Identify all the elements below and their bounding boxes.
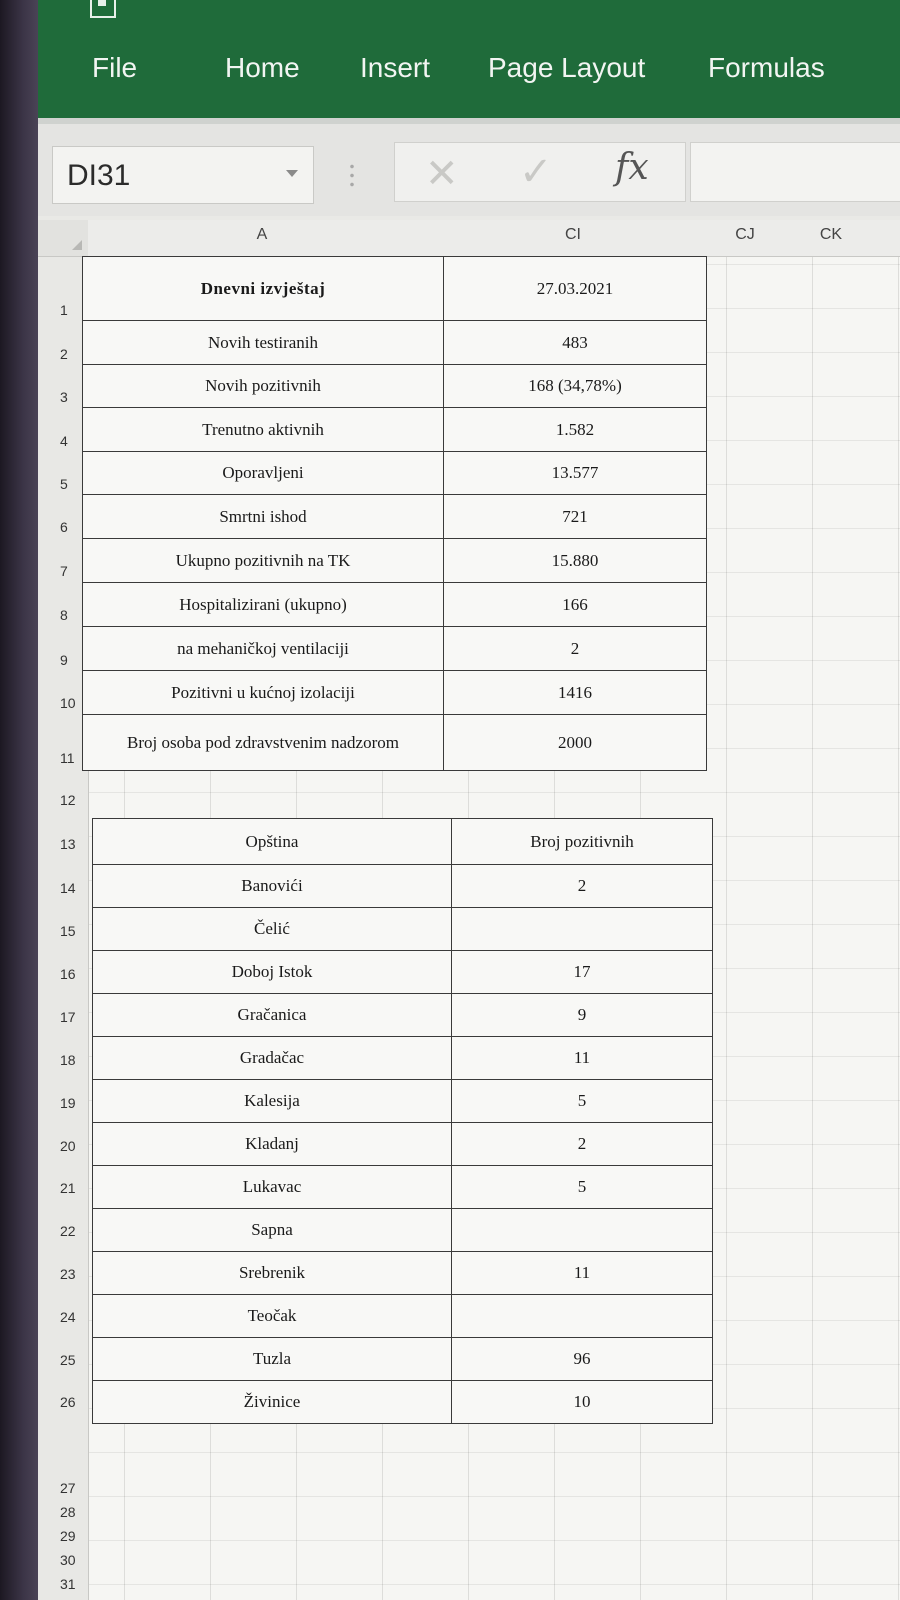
cell[interactable]: 2000 [444,715,707,771]
row-header[interactable]: 18 [60,1052,76,1068]
column-header-cell[interactable]: Opština [93,819,452,865]
tab-page-layout[interactable]: Page Layout [488,52,646,83]
table-row [83,365,707,408]
cell[interactable]: Srebrenik [93,1252,452,1295]
cell[interactable]: 5 [452,1080,713,1123]
cell[interactable]: Lukavac [93,1166,452,1209]
cell[interactable]: 96 [452,1338,713,1381]
table-row [93,1166,713,1209]
table-row [83,452,707,495]
cell[interactable]: 483 [444,321,707,365]
column-header-a[interactable]: A [256,226,268,243]
cell[interactable]: 13.577 [444,452,707,495]
select-all-button[interactable] [38,220,88,256]
excel-window [38,0,900,1600]
table-row [83,671,707,715]
cell[interactable]: Kladanj [93,1123,452,1166]
row-header[interactable]: 24 [60,1309,76,1325]
table-row [93,1209,713,1252]
formula-buttons [394,142,686,202]
cell[interactable] [452,908,713,951]
cell[interactable]: 168 (34,78%) [444,365,707,408]
daily-report-table [82,256,707,771]
table-row [93,1080,713,1123]
cell[interactable]: Teočak [93,1295,452,1338]
table-row [83,539,707,583]
cell[interactable]: Broj osoba pod zdravstvenim nadzorom [83,715,444,771]
cell[interactable]: 11 [452,1037,713,1080]
cell[interactable]: Gradačac [93,1037,452,1080]
row-header[interactable]: 21 [60,1180,76,1196]
tab-formulas[interactable]: Formulas [708,52,825,83]
row-header[interactable]: 6 [60,519,68,535]
column-header-ci[interactable]: CI [565,226,581,243]
cell[interactable]: Hospitalizirani (ukupno) [83,583,444,627]
cell[interactable]: Smrtni ishod [83,495,444,539]
cell[interactable]: Čelić [93,908,452,951]
cell[interactable]: 2 [444,627,707,671]
cell[interactable]: Živinice [93,1381,452,1424]
cell[interactable]: Tuzla [93,1338,452,1381]
table-row [93,1123,713,1166]
row-header[interactable]: 4 [60,433,68,449]
table-row [93,1381,713,1424]
table-row [93,994,713,1037]
row-header[interactable]: 11 [60,750,75,766]
row-header[interactable]: 15 [60,923,76,939]
cell[interactable]: 15.880 [444,539,707,583]
row-header[interactable]: 26 [60,1394,76,1410]
cell[interactable]: na mehaničkoj ventilaciji [83,627,444,671]
cell[interactable]: Ukupno pozitivnih na TK [83,539,444,583]
cell[interactable]: Trenutno aktivnih [83,408,444,452]
table-row [83,583,707,627]
row-header[interactable]: 14 [60,880,76,896]
row-header[interactable]: 23 [60,1266,76,1282]
row-header[interactable]: 19 [60,1095,76,1111]
row-header[interactable]: 12 [60,792,76,808]
cell[interactable]: Novih testiranih [83,321,444,365]
cell[interactable]: 5 [452,1166,713,1209]
row-header[interactable]: 8 [60,607,68,623]
table-row [93,1037,713,1080]
table-row [93,951,713,994]
municipality-table [92,818,713,1424]
cell[interactable]: 166 [444,583,707,627]
cell[interactable]: Banovići [93,865,452,908]
cell[interactable]: 2 [452,865,713,908]
cancel-icon[interactable]: ✕ [425,152,459,196]
enter-check-icon[interactable]: ✓ [519,150,553,194]
table-row [83,408,707,452]
column-header-cj[interactable]: CJ [735,226,755,243]
name-box[interactable]: DI31 [52,146,314,204]
table-row [83,495,707,539]
table-row [83,321,707,365]
insert-function-button[interactable]: fx [615,147,649,188]
row-header[interactable]: 2 [60,346,68,362]
column-headers [38,220,900,257]
row-header[interactable]: 27 [60,1480,76,1496]
cell[interactable]: 17 [452,951,713,994]
table-row [83,627,707,671]
cell[interactable]: Gračanica [93,994,452,1037]
cell[interactable]: 11 [452,1252,713,1295]
row-header[interactable]: 22 [60,1223,76,1239]
table-header-row [93,819,713,865]
row-header[interactable]: 1 [60,302,68,318]
row-header[interactable]: 20 [60,1138,76,1154]
cell[interactable]: 9 [452,994,713,1037]
table-row [93,1338,713,1381]
cell[interactable]: Kalesija [93,1080,452,1123]
formula-input[interactable] [690,142,900,202]
row-header[interactable]: 9 [60,652,68,668]
row-header[interactable]: 10 [60,695,76,711]
row-header[interactable]: 29 [60,1528,76,1544]
tab-file[interactable]: File [92,52,138,83]
cell[interactable]: Novih pozitivnih [83,365,444,408]
cell[interactable] [452,1209,713,1252]
monitor-bezel [0,0,38,1600]
cell[interactable]: Sapna [93,1209,452,1252]
row-header[interactable]: 25 [60,1352,76,1368]
tab-insert[interactable]: Insert [360,52,431,83]
row-header[interactable]: 16 [60,966,76,982]
row-header[interactable]: 5 [60,476,68,492]
cell[interactable]: Pozitivni u kućnoj izolaciji [83,671,444,715]
row-header[interactable]: 30 [60,1552,76,1568]
row-header[interactable]: 3 [60,389,68,405]
column-header-cell[interactable]: Broj pozitivnih [452,819,713,865]
table-row [93,1252,713,1295]
row-header[interactable]: 28 [60,1504,76,1520]
table-row [93,865,713,908]
row-header[interactable]: 13 [60,836,76,852]
cell[interactable]: 2 [452,1123,713,1166]
table-row [83,257,707,321]
cell[interactable]: 27.03.2021 [444,257,707,321]
cell[interactable] [452,1295,713,1338]
cell[interactable]: Dnevni izvještaj [83,257,444,321]
cell[interactable]: 10 [452,1381,713,1424]
column-header-ck[interactable]: CK [819,226,843,243]
table-row [83,715,707,771]
ribbon [38,0,900,118]
row-header[interactable]: 7 [60,563,68,579]
cell[interactable]: Doboj Istok [93,951,452,994]
drag-handle-icon[interactable] [350,162,354,190]
formula-bar [38,124,900,216]
save-icon[interactable] [90,0,116,18]
table-row [93,1295,713,1338]
table-row [93,908,713,951]
tab-home[interactable]: Home [225,52,300,83]
chevron-down-icon[interactable] [286,170,298,177]
cell[interactable]: Oporavljeni [83,452,444,495]
row-header[interactable]: 31 [60,1576,76,1592]
row-header[interactable]: 17 [60,1009,76,1025]
cell[interactable]: 721 [444,495,707,539]
cell[interactable]: 1416 [444,671,707,715]
cell[interactable]: 1.582 [444,408,707,452]
